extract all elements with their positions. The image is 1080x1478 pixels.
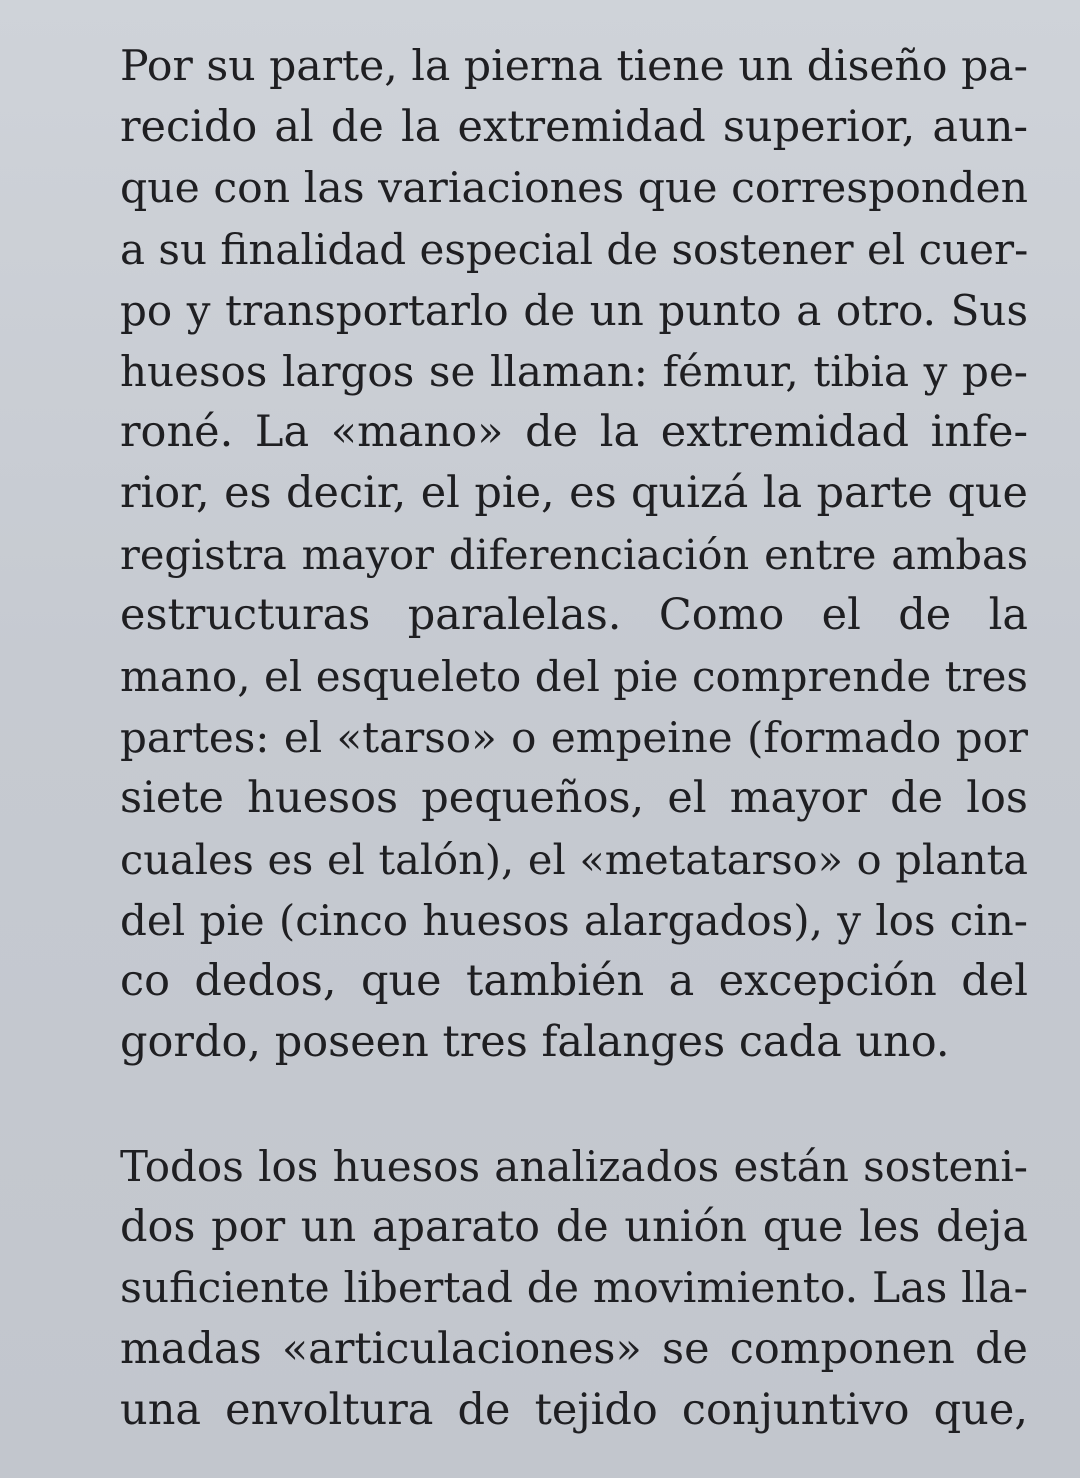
text-line: co dedos, que también a excepción del — [120, 956, 1028, 1006]
text-line: huesos largos se llaman: fémur, tibia y pe- — [120, 347, 1028, 396]
text-line: a su finalidad especial de sostener el cuer- — [120, 225, 1028, 274]
text-line: que con las variaciones que corresponden — [120, 164, 1028, 213]
text-line: Todos los huesos analizados están sosteni- — [120, 1142, 1028, 1191]
text-line: partes: el «tarso» o empeine (formado por — [120, 713, 1028, 762]
text-line: rior, es decir, el pie, es quizá la parte que — [120, 468, 1028, 518]
text-line: roné. La «mano» de la extremidad infe- — [120, 407, 1028, 457]
paragraph-spacer — [120, 1073, 1028, 1136]
text-line: cuales es el talón), el «metatarso» o planta — [120, 835, 1028, 884]
text-line: po y transportarlo de un punto a otro. Sus — [120, 286, 1028, 335]
text-line: siete huesos pequeños, el mayor de los — [120, 773, 1028, 823]
text-line: una envoltura de tejido conjuntivo que, — [120, 1385, 1028, 1435]
text-line: gordo, poseen tres falanges cada uno. — [120, 1017, 950, 1067]
paragraph-leg-bones — [120, 36, 1028, 1073]
text-line: suficiente libertad de movimiento. Las lla- — [120, 1264, 1028, 1313]
text-line: del pie (cinco huesos alargados), y los cin- — [120, 896, 1028, 945]
text-line: registra mayor diferenciación entre ambas — [120, 530, 1028, 579]
text-line: mano, el esqueleto del pie comprende tres — [120, 652, 1028, 701]
paragraph-joints — [120, 1136, 1028, 1441]
text-line: dos por un aparato de unión que les deja — [120, 1202, 1028, 1252]
text-line: Por su parte, la pierna tiene un diseño pa- — [120, 42, 1028, 91]
text-line: estructuras paralelas. Como el de la — [120, 590, 1028, 640]
text-line: madas «articulaciones» se componen de — [120, 1324, 1028, 1374]
text-line: recido al de la extremidad superior, aun- — [120, 102, 1028, 152]
